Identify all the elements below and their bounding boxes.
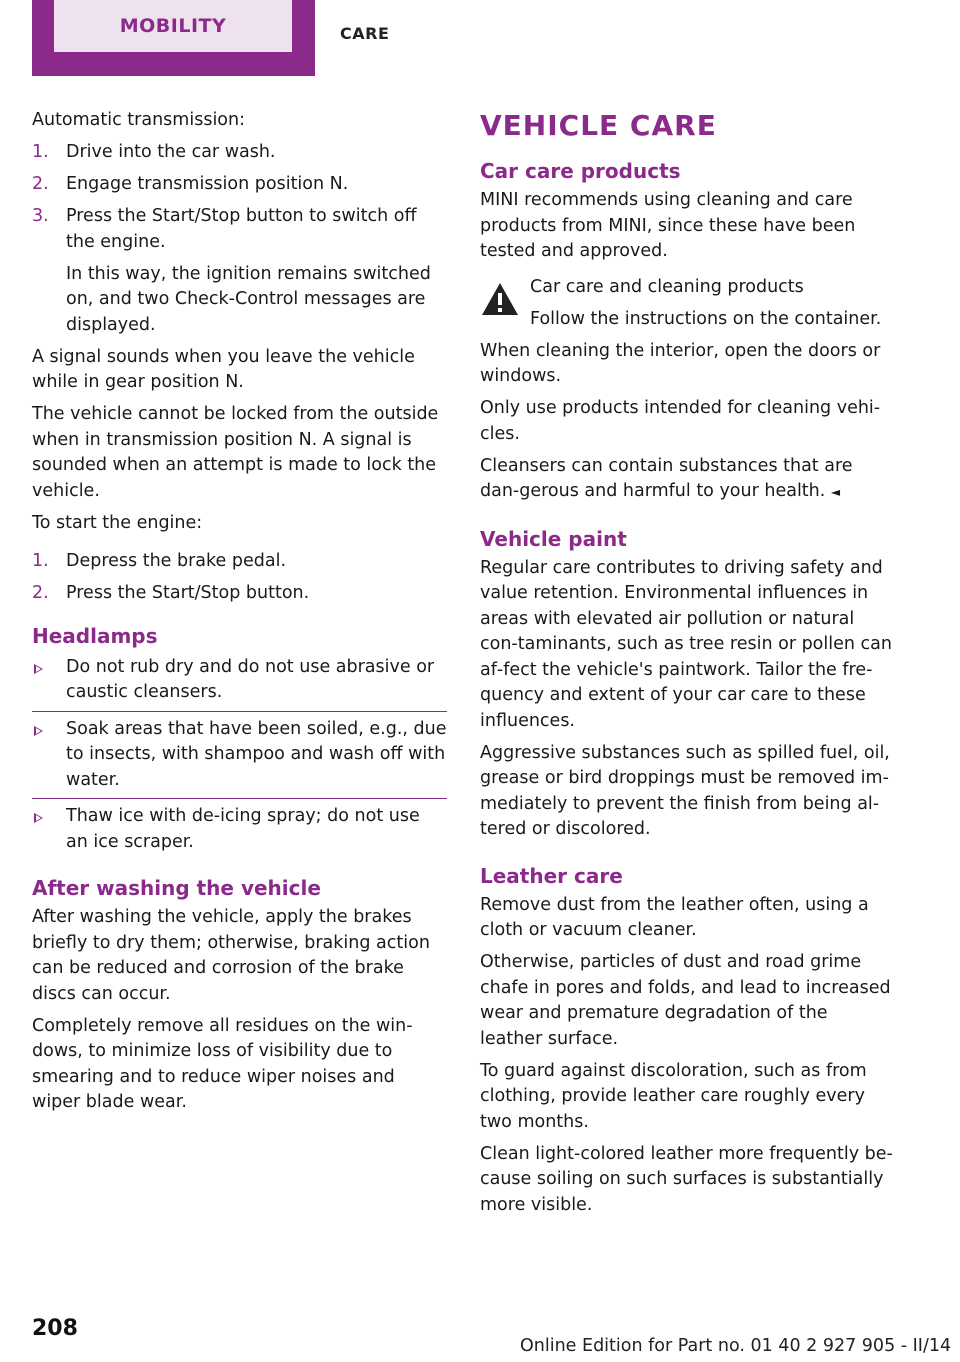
vehicle-care-heading: VEHICLE CARE: [480, 109, 717, 142]
cleansers-text: Cleansers can contain substances that are dan‐gerous and harmful to your health.: [480, 455, 853, 501]
list-item-text: Soak areas that have been soiled, e.g., due to insects, with shampoo and wash off with water.: [66, 718, 447, 790]
signal-paragraph: A signal sounds when you leave the vehicle while in gear position N.: [32, 346, 415, 392]
headlamps-heading: Headlamps: [32, 623, 158, 648]
step-number: 2.: [32, 583, 49, 603]
left-column: [32, 108, 447, 1122]
list-item: [32, 655, 447, 706]
leather-care-paragraph-1: Remove dust from the leather often, using a cloth or vacuum cleaner.: [480, 894, 869, 940]
car-care-products-paragraph: MINI recommends using cleaning and care products from MINI, since these have been tested and approved.: [480, 190, 856, 261]
edition-footer: [520, 1336, 951, 1356]
step-number: 1.: [32, 142, 49, 162]
headlamps-list: [32, 655, 447, 856]
cleansers-paragraph: [480, 454, 895, 506]
warning-triangle-icon: [480, 281, 520, 317]
right-column: [480, 108, 895, 1225]
leather-care-paragraph-3: To guard against discoloration, such as from clothing, provide leather care roughly every two months.: [480, 1060, 867, 1132]
start-engine-steps: [32, 549, 447, 607]
triangle-bullet-icon: [34, 664, 43, 674]
tab-mobility[interactable]: [32, 0, 315, 76]
vehicle-paint-heading: Vehicle paint: [480, 526, 627, 551]
step-item: [32, 204, 447, 338]
section-label-care: CARE: [340, 24, 390, 43]
vehicle-paint-paragraph-2: Aggressive substances such as spilled fuel, oil, grease or bird droppings must be removed im‐mediately to prevent the finish from being al‐tered or discolored.: [480, 742, 890, 839]
warning-title: Car care and cleaning products: [530, 276, 804, 297]
leather-care-paragraph-4: Clean light-colored leather more frequently be‐cause soiling on such surfaces is substantially more visible.: [480, 1143, 893, 1215]
tab-mobility-inner: [54, 0, 292, 52]
locking-paragraph: The vehicle cannot be locked from the outside when in transmission position N. A signal is sounded when an attempt is made to lock the vehicle.: [32, 404, 439, 501]
automatic-transmission-intro: Automatic transmission:: [32, 110, 245, 130]
car-care-products-heading: Car care products: [480, 159, 681, 183]
start-engine-intro: To start the engine:: [32, 512, 203, 533]
end-of-warning-icon: ◄: [830, 485, 841, 499]
list-item: [32, 711, 447, 794]
warning-text: Follow the instructions on the container.: [530, 308, 882, 329]
step-number: 2.: [32, 174, 49, 194]
step-item: [32, 140, 447, 166]
step-item: [32, 581, 447, 607]
page-number: 208: [32, 1316, 78, 1341]
step-text: Press the Start/Stop button to switch off the engine.: [66, 206, 417, 252]
step-text: Engage transmission position N.: [66, 174, 349, 194]
products-intended-paragraph: Only use products intended for cleaning vehi‐cles.: [480, 398, 881, 444]
step-item: [32, 172, 447, 198]
leather-care-heading: Leather care: [480, 863, 623, 888]
warning-block: [480, 275, 895, 333]
step-number: 1.: [32, 551, 49, 571]
after-washing-heading: After washing the vehicle: [32, 876, 321, 900]
step-number: 3.: [32, 206, 49, 226]
after-washing-paragraph-1: After washing the vehicle, apply the brakes briefly to dry them; otherwise, braking action can be reduced and corrosion of the brake discs can occur.: [32, 907, 430, 1004]
list-item: [32, 798, 447, 855]
step-text: Press the Start/Stop button.: [66, 583, 310, 603]
leather-care-paragraph-2: Otherwise, particles of dust and road grime chafe in pores and folds, and lead to increased wear and premature degradation of the leather surface.: [480, 952, 891, 1049]
tab-mobility-label: MOBILITY: [119, 15, 227, 37]
after-washing-paragraph-2: Completely remove all residues on the win‐dows, to minimize loss of visibility due to smearing and to reduce wiper noises and wiper blade wear.: [32, 1015, 413, 1112]
triangle-bullet-icon: [34, 813, 43, 823]
car-wash-steps: [32, 140, 447, 338]
triangle-bullet-icon: [34, 726, 43, 736]
edition-text: Online Edition for Part no. 01 40 2 927 905 - II/14: [520, 1336, 952, 1356]
step-subtext: In this way, the ignition remains switched on, and two Check-Control messages are displayed.: [66, 263, 431, 335]
step-text: Drive into the car wash.: [66, 142, 276, 162]
step-item: [32, 549, 447, 575]
list-item-text: Thaw ice with de-icing spray; do not use an ice scraper.: [66, 806, 420, 852]
step-text: Depress the brake pedal.: [66, 551, 287, 571]
list-item-text: Do not rub dry and do not use abrasive or caustic cleansers.: [66, 656, 435, 702]
interior-cleaning-paragraph: When cleaning the interior, open the doors or windows.: [480, 340, 881, 386]
vehicle-paint-paragraph-1: Regular care contributes to driving safety and value retention. Environmental influences in areas with elevated air pollution or natural con‐taminants, such as tree resin or pollen can af‐fect the vehicle's paintwork. Tailor the fre‐quency and extent of your car care to these influences.: [480, 557, 892, 731]
